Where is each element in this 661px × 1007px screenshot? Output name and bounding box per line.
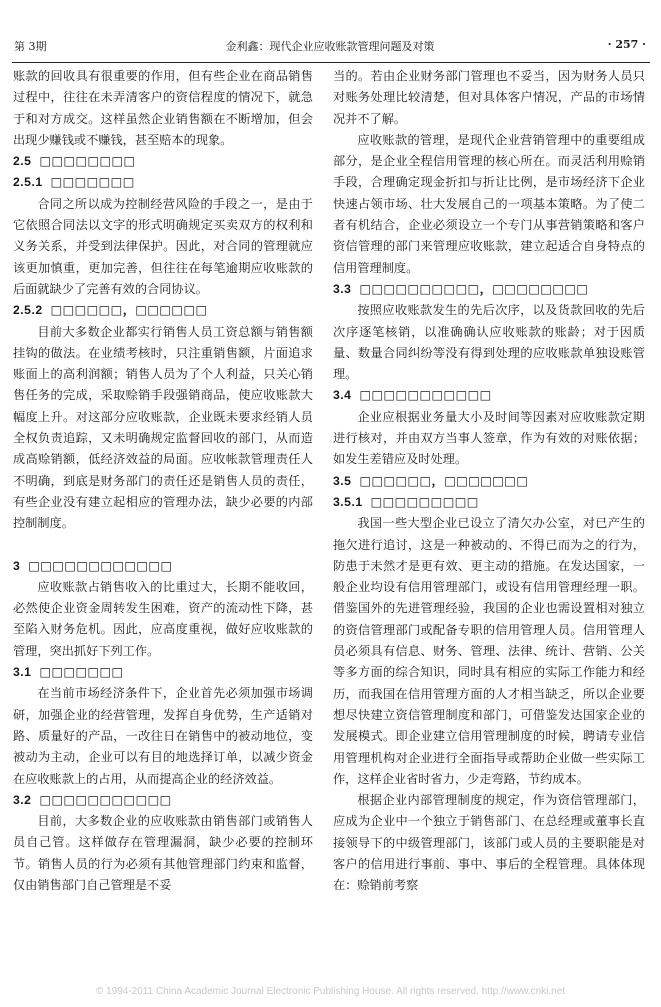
body-paragraph: 账款的回收具有很重要的作用，但有些企业在商品销售过程中，往往在未弄清客户的资信程度的情况下，就急于和对方成交。这样虽然企业销售额在不断增加，但会出现少赚钱或不赚钱，甚至赔本的现象。 xyxy=(13,69,313,147)
running-header xyxy=(14,38,646,56)
section-title: □□□□□□□ xyxy=(50,175,135,190)
section-title: □□□□□□□□□□，□□□□□□□□ xyxy=(359,281,589,296)
section-heading xyxy=(13,172,313,193)
section-title: □□□□□□，□□□□□□□ xyxy=(359,473,529,488)
section-title: □□□□□□□□□□□□ xyxy=(28,558,173,573)
section-title: □□□□□□，□□□□□□ xyxy=(50,303,208,318)
section-number: 3 xyxy=(13,558,21,573)
section-heading xyxy=(13,300,313,321)
section-number: 3.5.1 xyxy=(333,494,363,509)
section-title: □□□□□□□□□□□ xyxy=(39,792,172,807)
section-heading xyxy=(13,556,313,577)
section-heading xyxy=(333,279,645,300)
running-title: 金利鑫：现代企业应收账款管理问题及对策 xyxy=(225,40,435,53)
body-paragraph: 根据企业内部管理制度的规定，作为资信管理部门，应成为企业中一个独立于销售部门、在总经理或董事长直接领导下的中级管理部门，该部门或人员的主要职能是对客户的信用进行事前、事中、事后的全程管理。具体体现在：赊销前考察 xyxy=(333,793,645,893)
section-number: 3.4 xyxy=(333,388,352,403)
section-heading xyxy=(333,471,645,492)
page-number: · 257 · xyxy=(607,38,646,51)
section-heading xyxy=(333,492,645,513)
body-paragraph: 目前大多数企业都实行销售人员工资总额与销售额挂钩的做法。在业绩考核时，只注重销售额，片面追求账面上的高利润额；销售人员为了个人利益，只关心销售任务的完成，采取赊销手段强销商品，使应收账款大幅度上升。对这部分应收账款，企业既未要求经销人员全权负责追踪，又未明确规定监督回收的部门，从而造成高赊销额，低经济效益的局面。应收帐款管理责任人不明确，到底是财务部门的责任还是销售人员的责任，有些企业没有建立起相应的管理办法，缺少必要的内部控制制度。 xyxy=(13,324,313,531)
body-paragraph: 在当前市场经济条件下，企业首先必须加强市场调研，加强企业的经营管理，发挥自身优势，生产适销对路、质量好的产品，一改往日在销售中的被动地位，变被动为主动，企业可以有目的地选择订单，以减少资金在应收账款上的占用，从而提高企业的经济效益。 xyxy=(13,686,313,786)
issue-label: 第 3期 xyxy=(14,40,47,53)
section-number: 3.2 xyxy=(13,792,32,807)
section-heading xyxy=(333,385,645,406)
section-heading xyxy=(13,662,313,683)
section-number: 2.5.2 xyxy=(13,303,43,318)
body-paragraph: 应收账款占销售收入的比重过大，长期不能收回，必然使企业资金周转发生困难，资产的流动性下降，甚至陷入财务危机。因此，应高度重视，做好应收账款的管理，突出抓好下列工作。 xyxy=(13,579,313,658)
section-heading xyxy=(13,790,313,811)
section-title: □□□□□□□□ xyxy=(39,154,136,169)
body-paragraph: 应收账款的管理，是现代企业营销管理中的重要组成部分，是企业全程信用管理的核心所在。而灵活利用赊销手段，合理确定现金折扣与折让比例，是市场经济下企业快速占领市场、壮大发展自己的一项基本策略。为了使二者有机结合，企业必须设立一个专门从事营销策略和客户资信管理的部门来管理应收账款，建立起适合自身特点的信用管理制度。 xyxy=(333,132,645,275)
right-column xyxy=(333,66,645,986)
body-paragraph: 当的。若由企业财务部门管理也不妥当，因为财务人员只对账务处理比较清楚，但对具体客户情况，产品的市场情况并不了解。 xyxy=(333,69,645,126)
section-heading xyxy=(13,151,313,172)
section-number: 3.3 xyxy=(333,281,352,296)
section-title: □□□□□□□□□□□ xyxy=(359,388,492,403)
body-paragraph: 企业应根据业务量大小及时间等因素对应收账款定期进行核对，并由双方当事人签章，作为有效的对账依据；如发生差错应及时处理。 xyxy=(333,409,645,467)
section-title: □□□□□□□□□ xyxy=(370,494,479,509)
header-rule xyxy=(12,62,650,63)
section-number: 3.1 xyxy=(13,665,32,680)
body-paragraph: 目前，大多数企业的应收账款由销售部门或销售人员自己管。这样做存在管理漏洞，缺少必要的控制环节。销售人员的行为必须有其他管理部门约束和监督，仅由销售部门自己管理是不妥 xyxy=(13,814,313,892)
section-number: 3.5 xyxy=(333,473,352,488)
copyright-footer: © 1994-2011 China Academic Journal Electronic Publishing House. All rights reserved. http://www.cnki.net xyxy=(95,986,566,997)
section-title: □□□□□□□ xyxy=(39,665,124,680)
body-paragraph: 合同之所以成为控制经营风险的手段之一，是由于它依照合同法以文字的形式明确规定买卖双方的权利和义务关系，并受到法律保护。因此，对合同的管理就应该更加慎重，更加完善，但往往在每笔逾期应收账款的后面就缺少了完善有效的合同协议。 xyxy=(13,196,313,296)
body-paragraph: 我国一些大型企业已设立了清欠办公室，对已产生的拖欠进行追讨，这是一种被动的、不得已而为之的行为，防患于未然才是更有效、更主动的措施。在发达国家，一般企业均设有信用管理部门，或设有信用管理经理一职。借鉴国外的先进管理经验，我国的企业也需设置相对独立的资信管理部门或配备专职的信用管理人员。信用管理人员必须具有信息、财务、管理、法律、统计、营销、公关等多方面的综合知识，同时具有相应的实际工作能力和经历，而我国在信用管理方面的人才相当缺乏，所以企业要想尽快建立资信管理制度和部门，可借鉴发达国家企业的发展模式。即企业建立信用管理制度的时候，聘请专业信用管理机构对企业进行全面指导或帮助企业做一些实际工作，这样企业省时省力，少走弯路，节约成本。 xyxy=(333,516,645,786)
section-number: 2.5.1 xyxy=(13,175,43,190)
section-number: 2.5 xyxy=(13,154,32,169)
body-paragraph: 按照应收账款发生的先后次序，以及货款回收的先后次序逐笔核销，以准确确认应收账款的账龄；对于因质量、数量合同纠纷等没有得到处理的应收账款单独设账管理。 xyxy=(333,303,645,382)
left-column xyxy=(13,66,313,986)
